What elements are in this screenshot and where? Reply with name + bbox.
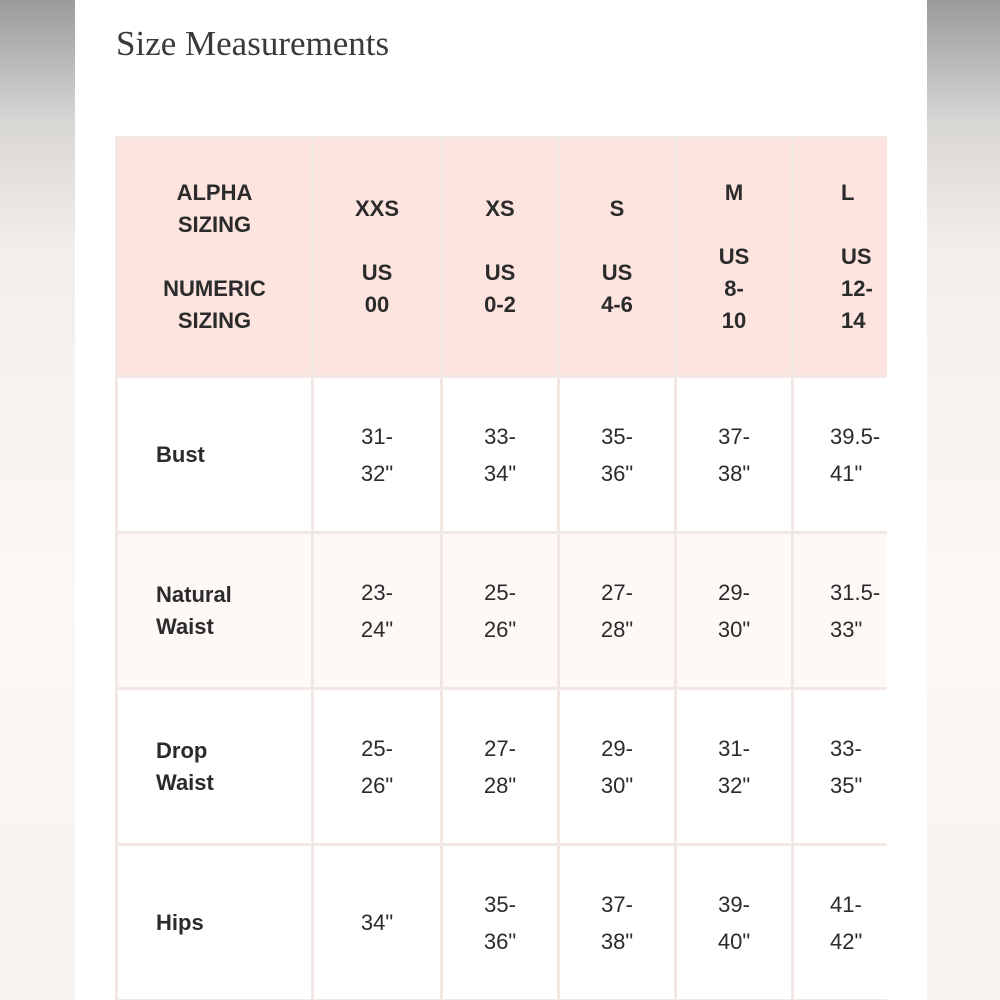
measurement-cell: 39.5- 41" [793, 377, 888, 533]
header-row [117, 138, 888, 377]
background-right [925, 0, 1000, 1000]
alpha-size: L [841, 180, 855, 205]
measurement-cell: 35- 36" [559, 377, 676, 533]
measurement-cell: 37- 38" [676, 377, 793, 533]
measurement-cell: 41- 42" [793, 845, 888, 1000]
measurement-cell: 25- 26" [442, 533, 559, 689]
numeric-sizing-label: NUMERIC SIZING [163, 276, 266, 333]
row-label: Bust [117, 377, 313, 533]
alpha-size: M [724, 180, 744, 205]
table-row-natural-waist [117, 533, 888, 689]
size-column-l [793, 138, 888, 377]
size-chart-table-container[interactable] [115, 136, 887, 1000]
table-row-drop-waist [117, 689, 888, 845]
numeric-size: US 4-6 [601, 260, 633, 317]
header-label-cell [117, 138, 313, 377]
row-label: Natural Waist [117, 533, 313, 689]
background-left [0, 0, 75, 1000]
alpha-size: XS [485, 196, 515, 221]
measurement-cell: 31.5- 33" [793, 533, 888, 689]
measurement-cell: 39- 40" [676, 845, 793, 1000]
measurement-cell: 33- 34" [442, 377, 559, 533]
size-column-m [676, 138, 793, 377]
page-title: Size Measurements [116, 24, 390, 63]
numeric-size: US 8- 10 [718, 244, 750, 333]
measurement-cell: 25- 26" [313, 689, 442, 845]
measurement-cell: 27- 28" [559, 533, 676, 689]
row-label: Hips [117, 845, 313, 1000]
size-chart-panel [75, 0, 927, 1000]
alpha-size: XXS [354, 196, 400, 221]
measurement-cell: 34" [313, 845, 442, 1000]
measurement-cell: 37- 38" [559, 845, 676, 1000]
measurement-cell: 27- 28" [442, 689, 559, 845]
numeric-size: US 00 [361, 260, 393, 317]
alpha-size: S [609, 196, 625, 221]
table-row-hips [117, 845, 888, 1000]
size-column-xs [442, 138, 559, 377]
size-column-xxs [313, 138, 442, 377]
measurement-cell: 31- 32" [676, 689, 793, 845]
table-row-bust [117, 377, 888, 533]
numeric-size: US 12- 14 [841, 244, 873, 333]
alpha-sizing-label: ALPHA SIZING [176, 180, 253, 237]
size-column-s [559, 138, 676, 377]
measurement-cell: 29- 30" [559, 689, 676, 845]
measurement-cell: 23- 24" [313, 533, 442, 689]
numeric-size: US 0-2 [484, 260, 516, 317]
measurement-cell: 29- 30" [676, 533, 793, 689]
measurement-cell: 31- 32" [313, 377, 442, 533]
measurement-cell: 33- 35" [793, 689, 888, 845]
measurement-cell: 35- 36" [442, 845, 559, 1000]
row-label: Drop Waist [117, 689, 313, 845]
size-chart-table [115, 136, 887, 1000]
